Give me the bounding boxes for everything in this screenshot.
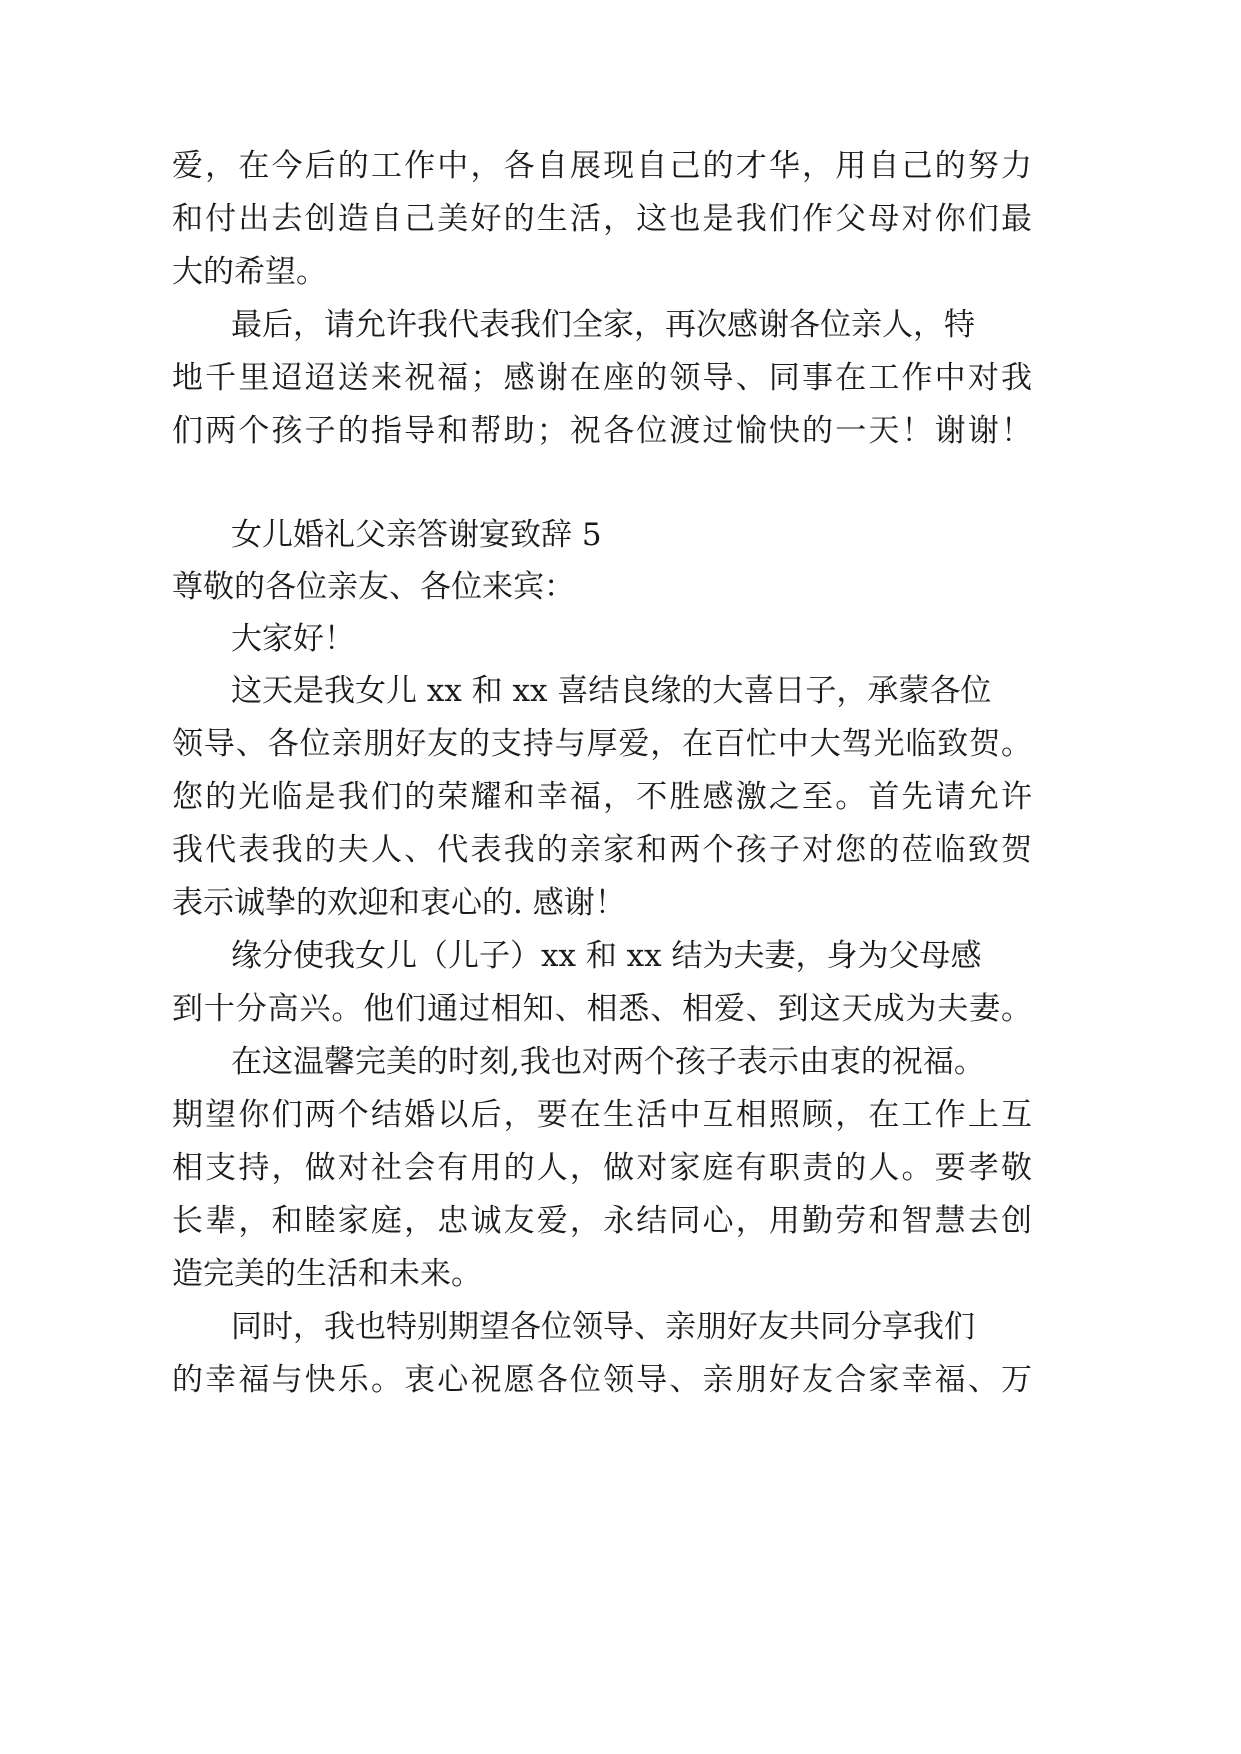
- section-title: 女儿婚礼父亲答谢宴致辞 5: [231, 517, 602, 553]
- paragraph-line: 缘分使我女儿（儿子）xx 和 xx 结为夫妻，身为父母感: [231, 938, 982, 974]
- paragraph-line: 这天是我女儿 xx 和 xx 喜结良缘的大喜日子，承蒙各位: [231, 673, 992, 709]
- paragraph-line: 到十分高兴。他们通过相知、相悉、相爱、到这天成为夫妻。: [172, 991, 1032, 1027]
- paragraph-line: 我代表我的夫人、代表我的亲家和两个孩子对您的莅临致贺: [172, 832, 1032, 868]
- paragraph-line: 同时，我也特别期望各位领导、亲朋好友共同分享我们: [231, 1309, 975, 1345]
- paragraph-line: 领导、各位亲朋好友的支持与厚爱，在百忙中大驾光临致贺。: [172, 726, 1032, 762]
- paragraph-line: 表示诚挚的欢迎和衷心的. 感谢！: [172, 885, 626, 921]
- paragraph-line: 和付出去创造自己美好的生活，这也是我们作父母对你们最: [172, 201, 1032, 237]
- paragraph-line: 期望你们两个结婚以后，要在生活中互相照顾，在工作上互: [172, 1097, 1032, 1133]
- paragraph-line: 们两个孩子的指导和帮助；祝各位渡过愉快的一天！谢谢！: [172, 413, 1032, 449]
- paragraph-line: 在这温馨完美的时刻,我也对两个孩子表示由衷的祝福。: [231, 1044, 985, 1080]
- paragraph-line: 大的希望。: [172, 254, 327, 290]
- salutation: 尊敬的各位亲友、各位来宾：: [172, 569, 575, 605]
- paragraph-line: 的幸福与快乐。衷心祝愿各位领导、亲朋好友合家幸福、万: [172, 1362, 1032, 1398]
- paragraph-line: 地千里迢迢送来祝福；感谢在座的领导、同事在工作中对我: [172, 360, 1032, 396]
- paragraph-line: 最后，请允许我代表我们全家，再次感谢各位亲人，特: [231, 307, 975, 343]
- paragraph-line: 爱，在今后的工作中，各自展现自己的才华，用自己的努力: [172, 148, 1032, 184]
- paragraph-line: 长辈，和睦家庭，忠诚友爱，永结同心，用勤劳和智慧去创: [172, 1203, 1032, 1239]
- paragraph-line: 您的光临是我们的荣耀和幸福，不胜感激之至。首先请允许: [172, 779, 1032, 815]
- paragraph-line: 相支持，做对社会有用的人，做对家庭有职责的人。要孝敬: [172, 1150, 1032, 1186]
- paragraph-line: 造完美的生活和未来。: [172, 1256, 482, 1292]
- greeting: 大家好！: [231, 621, 355, 657]
